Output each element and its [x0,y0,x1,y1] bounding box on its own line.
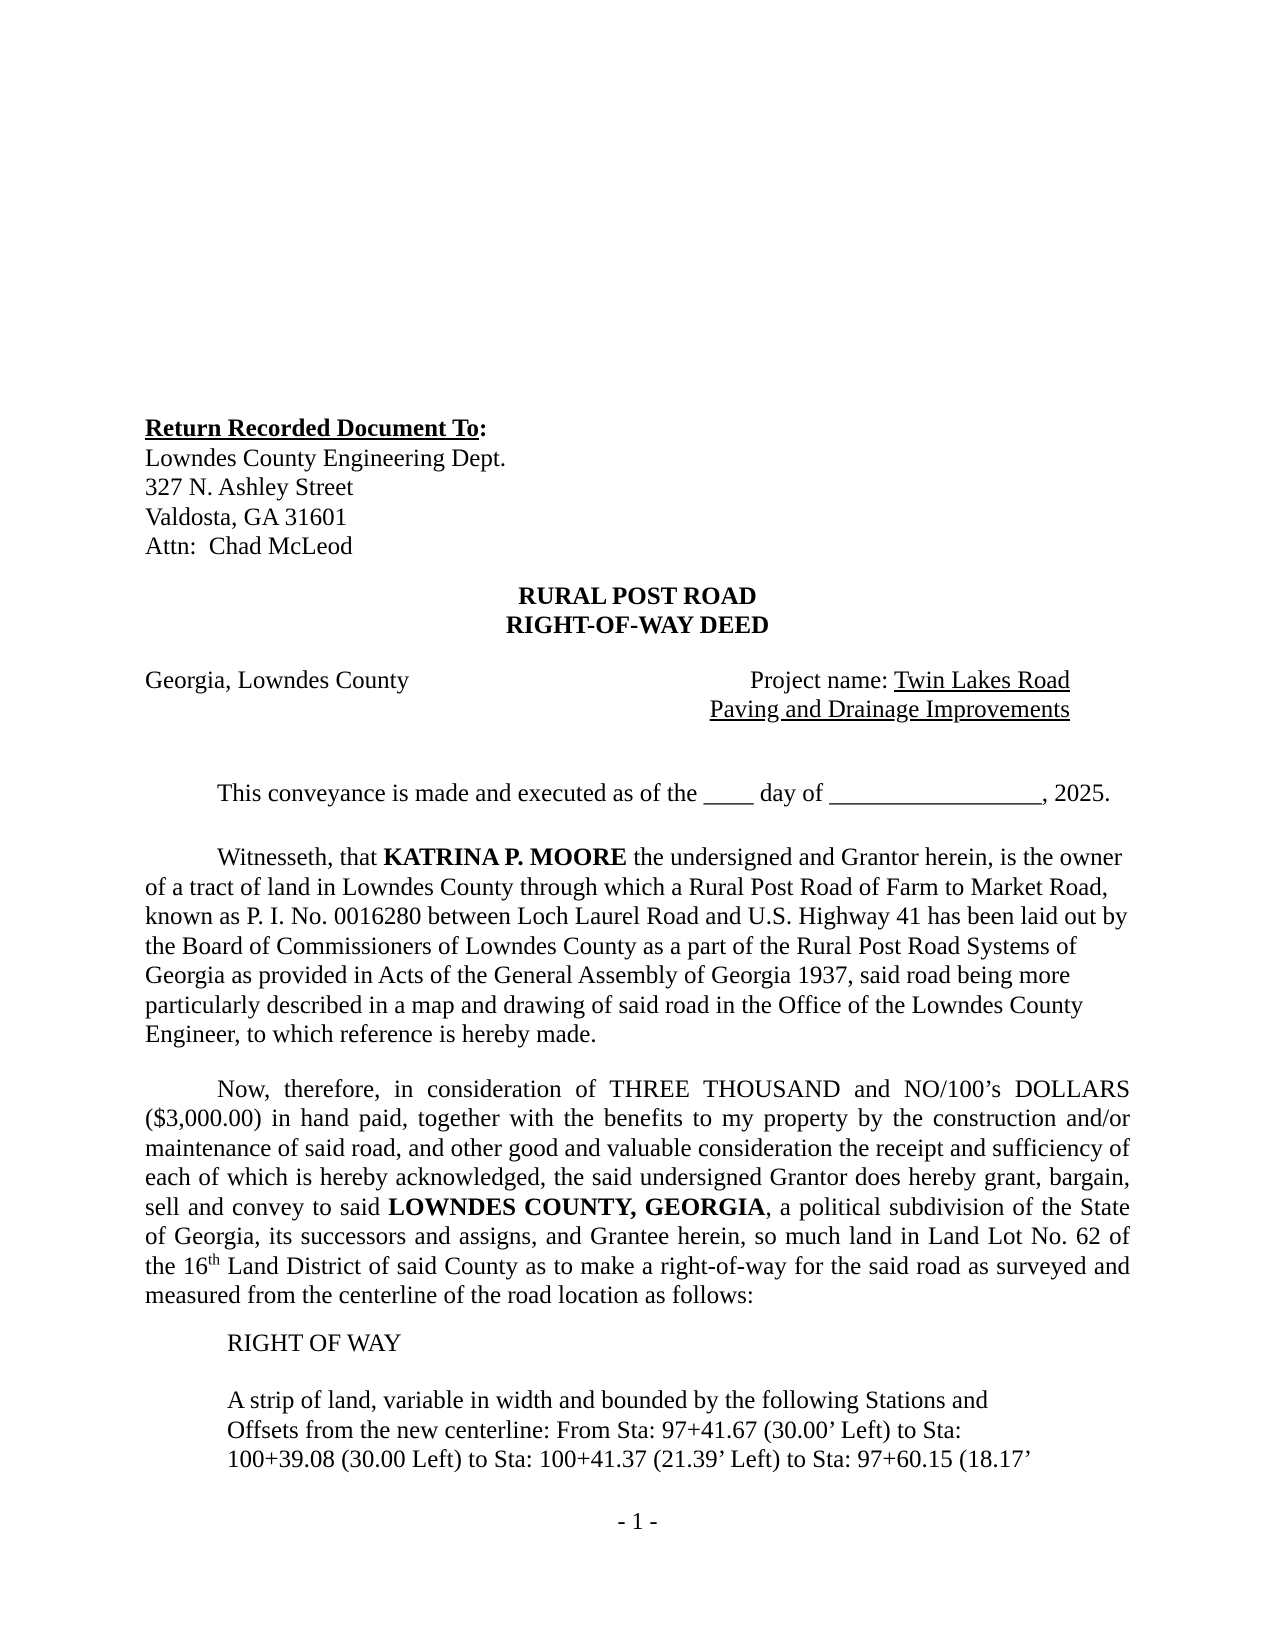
return-to-attn: Attn: Chad McLeod [145,533,353,560]
strip-line-1: A strip of land, variable in width and bounded by the following Stations and [227,1387,988,1414]
return-to-colon: : [479,415,488,442]
grantor-name: KATRINA P. MOORE [383,844,628,871]
witnesseth-text-2: the undersigned and Grantor herein, is the owner of a tract of land in Lowndes County through which a Rural Post Road of Farm to Market Road, known as P. I. No. 0016280 between Loch Laurel Road and U.S. Highway 41 has been laid out by the Board of Commissioners of Lowndes County as a part of the Rural Post Road Systems of Georgia as provided in Acts of the General Assembly of Georgia 1937, said road being more particularly described in a map and drawing of said road in the Office of the Lowndes County Engineer, to which reference is hereby made. [145,844,1128,1048]
conveyance-text-2: day of [753,779,830,807]
return-address-block [145,414,1130,562]
conveyance-paragraph [145,779,1130,809]
grantee-name: LOWNDES COUNTY, GEORGIA [388,1193,766,1221]
title-line-1: RURAL POST ROAD [518,582,757,610]
return-to-label: Return Recorded Document To [145,415,480,442]
strip-description-block [227,1386,1130,1475]
return-to-city-state-zip: Valdosta, GA 31601 [145,503,348,531]
document-title [145,582,1130,641]
witnesseth-paragraph [145,843,1130,1050]
project-name-value: Twin Lakes Road [894,666,1070,694]
conveyance-text-1: This conveyance is made and executed as of the [217,779,704,807]
right-of-way-heading: RIGHT OF WAY [227,1329,402,1357]
project-name-line-2 [710,695,1070,725]
return-to-heading [145,414,1130,444]
consideration-paragraph [145,1075,1130,1311]
strip-line-3: 100+39.08 (30.00 Left) to Sta: 100+41.37 (21.39’ Left) to Sta: 97+60.15 (18.17’ [227,1446,1032,1473]
strip-line-2: Offsets from the new centerline: From Sta: 97+41.67 (30.00’ Left) to Sta: [227,1416,962,1444]
consideration-text-2: , a political subdivision of the State of Georgia, its successors and assigns, and Grantee herein, so much land in Land Lot No. 62 of the 16 [145,1193,1130,1280]
witnesseth-text-1: Witnesseth, that [217,844,384,871]
state-county-label: Georgia, Lowndes County [145,666,410,694]
consideration-text-1: Now, therefore, in consideration of THREE THOUSAND and NO/100’s DOLLARS ($3,000.00) in hand paid, together with the benefits to my property by the construction and/or maintenance of said road, and other good and valuable consideration the receipt and sufficiency of each of which is hereby acknowledged, the said undersigned Grantor does hereby grant, bargain, sell and convey to said [145,1075,1130,1221]
conveyance-year: , 2025. [1041,779,1111,807]
day-blank: ____ [703,779,754,807]
return-to-street: 327 N. Ashley Street [145,474,354,501]
project-name-line [710,666,1070,696]
page-number: - 1 - [617,1509,658,1535]
project-name-block [710,666,1070,725]
month-blank: _________________ [829,779,1042,807]
project-name-label: Project name: [750,666,894,694]
project-name-value-2: Paving and Drainage Improvements [709,696,1070,723]
title-line-2: RIGHT-OF-WAY DEED [505,612,770,639]
ordinal-suffix: th [207,1251,220,1269]
return-to-department: Lowndes County Engineering Dept. [145,444,507,472]
meta-row [145,666,1130,725]
consideration-text-3: Land District of said County as to make a right-of-way for the said road as surveyed and measured from the centerline of the road location as follows: [145,1252,1130,1309]
